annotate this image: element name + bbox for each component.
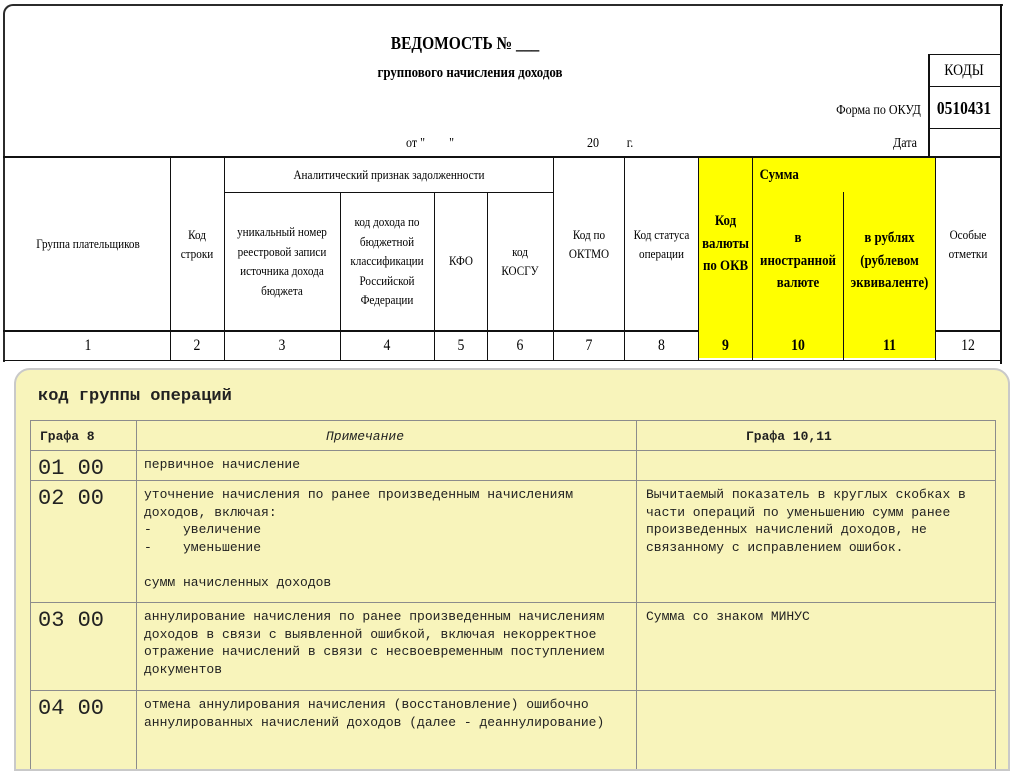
num-5: 5	[457, 337, 465, 354]
codes-label: КОДЫ	[944, 62, 984, 79]
num-4: 4	[383, 337, 391, 354]
num-6: 6	[516, 337, 524, 354]
okud-label: Форма по ОКУД	[836, 102, 921, 118]
col-group: Группа плательщиков	[36, 236, 140, 252]
col-income-code: код дохода по бюджетной классификации Российской Федерации	[350, 214, 424, 308]
op-note-3: отмена аннулирования начисления (восстановление) ошибочно аннулированных начислений доходов (далее - деаннулирование)	[144, 697, 605, 730]
date-label: Дата	[893, 135, 917, 151]
date-year: 20	[586, 135, 600, 151]
col-rubles: в рублях (рублевом эквиваленте)	[850, 230, 929, 292]
op-code-3: 04 00	[38, 696, 105, 721]
op-sum-1: Вычитаемый показатель в круглых скобках в части операций по уменьшению сумм ранее произведенных начислений доходов, не связанному с исправлением ошибок.	[646, 487, 974, 555]
col-notes: Особые отметки	[948, 226, 988, 261]
op-code-1: 02 00	[38, 486, 105, 511]
num-2: 2	[193, 337, 201, 354]
form-title: ВЕДОМОСТЬ № ___	[390, 32, 540, 53]
col-oktmo: Код по ОКТМО	[568, 226, 610, 261]
col-row-code: Код строки	[180, 226, 214, 261]
col-sum: Сумма	[759, 166, 799, 183]
op-note-2: аннулирование начисления по ранее произведенным начислениям доходов в связи с выявленной ошибкой, включая некорректное отражение начислений в связи с несвоевременным поступлением документов	[144, 609, 613, 677]
num-7: 7	[585, 337, 593, 354]
col-status: Код статуса операции	[633, 226, 690, 261]
num-12: 12	[961, 337, 975, 354]
col-foreign: в иностранной валюте	[760, 230, 836, 292]
col-kosgu: код КОСГУ	[501, 243, 539, 278]
ops-title: код группы операций	[38, 387, 232, 406]
op-code-0: 01 00	[38, 456, 105, 481]
num-1: 1	[84, 337, 92, 354]
num-10: 10	[791, 337, 805, 354]
operations-table	[14, 368, 1010, 771]
num-9: 9	[722, 337, 729, 354]
op-note-1: уточнение начисления по ранее произведенным начислениям доходов, включая: - увеличение - уменьшение сумм начисленных доходов	[144, 487, 574, 590]
num-3: 3	[278, 337, 286, 354]
op-sum-2: Сумма со знаком МИНУС	[646, 609, 810, 624]
okud-value: 0510431	[936, 97, 992, 118]
col-kfo: КФО	[448, 253, 473, 269]
col-currency: Код валюты по ОКВ	[702, 213, 749, 275]
form-subtitle: группового начисления доходов	[377, 64, 563, 81]
col-analytic: Аналитический признак задолженности	[293, 167, 485, 183]
num-11: 11	[882, 337, 897, 354]
ops-col2: Примечание	[326, 429, 405, 444]
col-unique-num: уникальный номер реестровой записи источника дохода бюджета	[237, 224, 327, 298]
ops-col3: Графа 10,11	[746, 429, 832, 444]
date-g: г.	[626, 135, 634, 151]
date-from: от " "	[405, 135, 455, 151]
op-code-2: 03 00	[38, 608, 105, 633]
num-8: 8	[658, 337, 665, 354]
op-note-0: первичное начисление	[144, 457, 301, 472]
ops-col1: Графа 8	[40, 429, 95, 444]
